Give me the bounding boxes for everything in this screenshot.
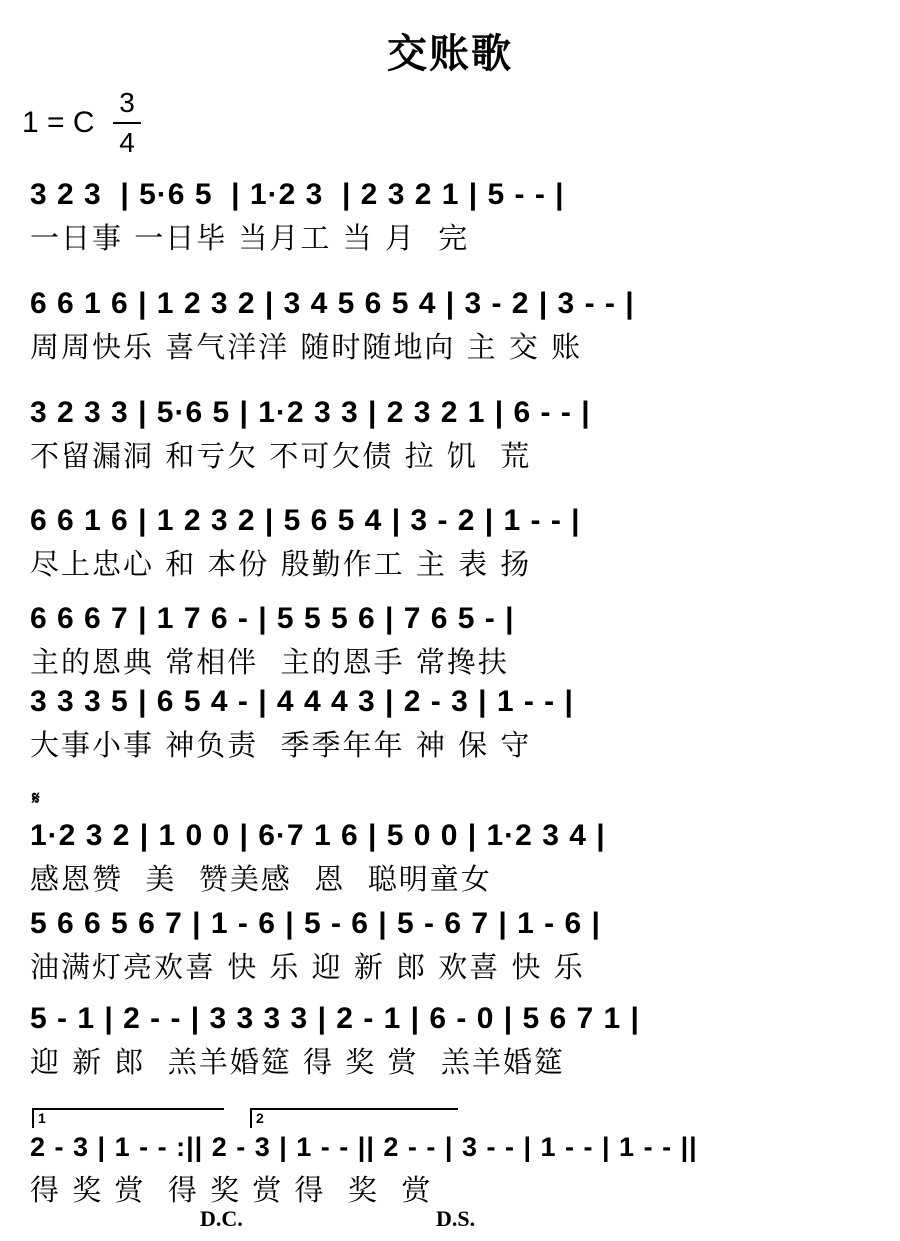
score-system-2 bbox=[30, 283, 885, 373]
song-title: 交账歌 bbox=[387, 31, 513, 77]
notation-line: 3 2 3 | 5·6 5 | 1·2 3 | 2 3 2 1 | 5 - - | bbox=[30, 178, 565, 211]
first-ending-number: 1 bbox=[38, 1110, 46, 1126]
segno-sign: 𝄋 bbox=[32, 788, 40, 809]
notation-line: 5 6 6 5 6 7 | 1 - 6 | 5 - 6 | 5 - 6 7 | 1 - 6 | bbox=[30, 907, 601, 940]
lyrics-line: 不留漏洞 和亏欠 不可欠债 拉 饥 荒 bbox=[30, 439, 532, 473]
score-system-3 bbox=[30, 392, 885, 482]
notation-line: 6 6 1 6 | 1 2 3 2 | 3 4 5 6 5 4 | 3 - 2 | 3 - - | bbox=[30, 287, 635, 320]
score-system-9 bbox=[30, 998, 885, 1088]
notation-line: 6 6 6 7 | 1 7 6 - | 5 5 5 6 | 7 6 5 - | bbox=[30, 602, 515, 635]
notation-line: 2 - 3 | 1 - - :|| 2 - 3 | 1 - - || 2 - - | 3 - - | 1 - - | 1 - - || bbox=[30, 1132, 698, 1162]
time-signature-bar bbox=[113, 122, 141, 124]
score-system-5 bbox=[30, 598, 885, 688]
lyrics-line: 油满灯亮欢喜 快 乐 迎 新 郎 欢喜 快 乐 bbox=[30, 950, 585, 984]
score-system-6 bbox=[30, 681, 885, 771]
notation-line: 3 3 3 5 | 6 5 4 - | 4 4 4 3 | 2 - 3 | 1 - - | bbox=[30, 685, 574, 718]
lyrics-line: 感恩赞 美 赞美感 恩 聪明童女 bbox=[30, 862, 492, 896]
first-ending-bracket bbox=[32, 1108, 224, 1128]
score-system-8 bbox=[30, 903, 885, 993]
notation-line: 3 2 3 3 | 5·6 5 | 1·2 3 3 | 2 3 2 1 | 6 - - | bbox=[30, 396, 591, 429]
second-ending-bracket bbox=[250, 1108, 458, 1128]
time-signature-top: 3 bbox=[119, 87, 135, 118]
time-signature bbox=[113, 86, 141, 160]
dc-marking: D.C. bbox=[200, 1206, 243, 1231]
lyrics-line: 尽上忠心 和 本份 殷勤作工 主 表 扬 bbox=[30, 547, 532, 581]
ds-marking: D.S. bbox=[436, 1206, 476, 1231]
lyrics-line: 主的恩典 常相伴 主的恩手 常搀扶 bbox=[30, 645, 509, 679]
second-ending-number: 2 bbox=[256, 1110, 264, 1126]
score-system-7 bbox=[30, 815, 885, 905]
score-system-10 bbox=[30, 1126, 885, 1216]
notation-line: 6 6 1 6 | 1 2 3 2 | 5 6 5 4 | 3 - 2 | 1 - - | bbox=[30, 504, 581, 537]
time-signature-bottom: 4 bbox=[119, 127, 135, 158]
score-system-1 bbox=[30, 174, 885, 264]
key-signature: 1 = C bbox=[22, 106, 95, 139]
lyrics-line: 迎 新 郎 羔羊婚筵 得 奖 赏 羔羊婚筵 bbox=[30, 1045, 565, 1079]
lyrics-line: 周周快乐 喜气洋洋 随时随地向 主 交 账 bbox=[30, 330, 583, 364]
lyrics-line: 大事小事 神负责 季季年年 神 保 守 bbox=[30, 728, 532, 762]
lyrics-line: 得 奖 赏 得 奖 赏 得 奖 赏 bbox=[30, 1173, 433, 1207]
lyrics-line: 一日事 一日毕 当月工 当 月 完 bbox=[30, 221, 470, 255]
notation-line: 5 - 1 | 2 - - | 3 3 3 3 | 2 - 1 | 6 - 0 | 5 6 7 1 | bbox=[30, 1002, 640, 1035]
notation-line: 1·2 3 2 | 1 0 0 | 6·7 1 6 | 5 0 0 | 1·2 3 4 | bbox=[30, 819, 606, 852]
score-system-4 bbox=[30, 500, 885, 590]
